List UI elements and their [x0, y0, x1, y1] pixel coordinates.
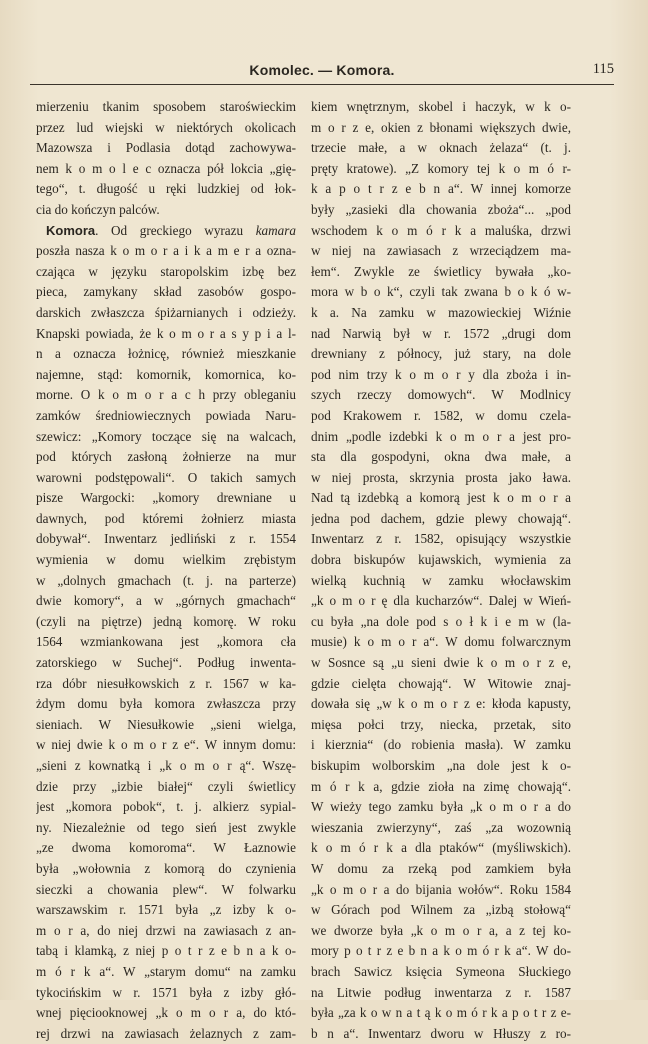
text-line: była „wołownia z komorą do czynienia	[36, 860, 296, 876]
text-line: b n a“. Inwentarz dworu w Hłuszy z ro-	[311, 1025, 571, 1041]
text-line: Mazowsza i Podlasia dotąd zachowywa-	[36, 140, 296, 156]
text-line: była „za k o w n a t ą k o m ó r k a p o t r z e-	[311, 1005, 571, 1021]
text-line: n a oznacza łożnicę, również mieszkanie	[36, 346, 296, 362]
text-line: pod Krakowem r. 1582, w domu czela-	[311, 407, 571, 423]
italic-term: kamara	[255, 222, 296, 238]
text-line: m ó r k a“. W „starym domu“ na zamku	[36, 963, 296, 979]
text-line: jedna pod dachem, gdzie plewy chowają“.	[311, 510, 571, 526]
text-line: ny. Niezależnie od tego sień jest zwykle	[36, 819, 296, 835]
text-line: mora w b o k“, czyli tak zwana b o k ó w-	[311, 284, 571, 300]
text-line: dowała się „w k o m o r z e: kłoda kapusty,	[311, 696, 571, 712]
text-line: W wieży tego zamku była „k o m o r a do	[311, 799, 571, 815]
text-line: w niej dwie k o m o r z e“. W innym domu:	[36, 737, 296, 753]
text-line: m o r z e, okien z błonami większych dwie,	[311, 119, 571, 135]
text-line: pod nim trzy k o m o r y dla zboża i in-	[311, 366, 571, 382]
text-line: m ó r k a, gdzie zioła na zimę chowają“.	[311, 778, 571, 794]
text-line: „k o m o r ę dla kucharzów“. Dalej w Wień-	[311, 593, 571, 609]
text-line: kiem wnętrznym, skobel i haczyk, w k o-	[311, 99, 571, 114]
text-line: Knapski powiada, że k o m o r a s y p i a l-	[36, 325, 296, 341]
text-line: mięsa połci trzy, niecka, przetak, sito	[311, 716, 571, 732]
text-line: zatorskiego w Suchej“. Podług inwenta-	[36, 655, 296, 671]
text-line: sta dla gospodyni, okna dwa małe, a	[311, 449, 571, 465]
text-line: nem k o m o l e c oznacza pół lokcia „gię-	[36, 160, 296, 176]
text-line: żdym domu była komora zwłaszcza przy	[36, 696, 296, 712]
text-line: warowni podstępowali“. O takich samych	[36, 469, 296, 485]
text-line: dwie komory“, a w „górnych gmachach“	[36, 593, 296, 609]
text-line: pisze Wargocki: „komory drewniane u	[36, 490, 296, 506]
entry-text: . Od greckiego wyrazu	[95, 222, 256, 238]
text-line: k o m ó r k a dla ptaków“ (myśliwskich).	[311, 840, 571, 856]
text-line: we dworze była „k o m o r a, a z tej ko-	[311, 922, 571, 938]
text-line: zamków średniowiecznych powiada Naru-	[36, 407, 296, 423]
text-line: pieca, zamykany skład zasobów gospo-	[36, 284, 296, 300]
text-line: trzecie małe, a w oknach żelaza“ (t. j.	[311, 140, 571, 156]
text-line: Nad tą izdebką a komorą jest k o m o r a	[311, 490, 571, 506]
text-line: brach Sawicz księcia Symeona Słuckiego	[311, 963, 571, 979]
text-line: warszawskim r. 1571 była „z izby k o-	[36, 902, 296, 918]
text-line: mierzeniu tkanim sposobem staroświeckim	[36, 99, 296, 114]
left-text-column	[36, 97, 296, 1044]
text-line: pod których zasłoną żołnierze na mur	[36, 449, 296, 465]
text-line: sieniach. W Niesułkowie „sieni wielga,	[36, 716, 296, 732]
text-line: W domu za rzeką pod zamkiem była	[311, 860, 571, 876]
text-line: poszła nasza k o m o r a i k a m e r a ozna-	[36, 243, 296, 259]
text-line: w Górach pod Wilnem za „izbą stołową“	[311, 902, 571, 918]
text-line: szych rzeczy domowych“. W Modlnicy	[311, 387, 571, 403]
text-line: drewniany z północy, już stary, na dole	[311, 346, 571, 362]
text-line: musie) k o m o r a“. W domu folwarcznym	[311, 634, 571, 650]
text-line: na Litwie podług inwentarza z r. 1587	[311, 984, 571, 1000]
text-line: wnej pięciooknowej „k o m o r a, do któ-	[36, 1005, 296, 1021]
text-line: morne. O k o m o r a c h przy obleganiu	[36, 387, 296, 403]
text-line: cu była „na dole pod s o ł k i e m w (la-	[311, 613, 571, 629]
text-line: przez lud wiejski w niektórych okolicach	[36, 119, 296, 135]
page-header	[30, 58, 614, 85]
text-line: łem“. Zwykle ze świetlicy bywała „ko-	[311, 263, 571, 279]
text-line: „sieni z kownatką i „k o m o r ą“. Wszę-	[36, 758, 296, 773]
text-line: dzie przy „izbie białej“ czyli świetlicy	[36, 778, 296, 794]
text-line: najemne, stąd: komornik, komornica, ko-	[36, 366, 296, 382]
text-line: wielką kuchnią w zamku włocławskim	[311, 572, 571, 588]
right-text-column	[311, 97, 571, 1044]
text-line: „ze dwoma komoroma“. W Łaznowie	[36, 840, 296, 856]
text-line: w „dolnych gmachach (t. j. na parterze)	[36, 572, 296, 588]
text-line: k a. Na zamku w mazowieckiej Wiźnie	[311, 304, 571, 320]
text-line: szewicz: „Komory toczące się na walcach,	[36, 428, 296, 444]
text-line: nad Narwią był w r. 1572 „drugi dom	[311, 325, 571, 341]
text-line: m o r a, do niej drzwi na zawiasach z an-	[36, 922, 296, 938]
text-line: i kierznia“ (do robienia masła). W zamku	[311, 737, 571, 753]
running-title: Komolec. — Komora.	[249, 62, 395, 78]
text-line: w niej prosta, skrzynia prosta jako ława.	[311, 469, 571, 485]
text-line: jest „komora pobok“, t. j. alkierz sypial-	[36, 799, 296, 815]
text-line: cia do kończyn palców.	[36, 201, 160, 217]
text-line: wymienia w domu wielkim zrębistym	[36, 552, 296, 568]
text-line: gdzie cielęta chowają“. W Witowie znaj-	[311, 675, 571, 691]
text-line: mory p o t r z e b n a k o m ó r k a“. W do-	[311, 943, 571, 959]
text-line: dobywał“. Inwentarz jedliński z r. 1554	[36, 531, 296, 547]
text-line: (czyli na piętrze) jedną komorę. W roku	[36, 613, 296, 629]
text-line: k a p o t r z e b n a“. W innej komorze	[311, 181, 571, 197]
text-line: w niej na zawiasach z wrzeciądzem ma-	[311, 243, 571, 259]
text-line: darskich zwłaszcza śpiżarnianych i odzieży.	[36, 304, 296, 320]
text-line: dnim „podle izdebki k o m o r a jest pro-	[311, 428, 571, 444]
text-line: tykocińskim w r. 1571 była z izby głó-	[36, 984, 296, 1000]
text-line: „k o m o r a do bijania wołów“. Roku 1584	[311, 881, 571, 897]
text-line: rza dóbr niesułkowskich z r. 1567 w ka-	[36, 675, 296, 691]
entry-headword: Komora	[46, 222, 96, 238]
text-line: sieczki a chowania plew“. W folwarku	[36, 881, 296, 897]
text-line	[36, 221, 296, 242]
text-line: czająca w języku staropolskim izbę bez	[36, 263, 296, 279]
text-line: tabą i klamką, z niej p o t r z e b n a k o-	[36, 943, 296, 959]
text-line: rej drzwi na zawiasach żelaznych z zam-	[36, 1025, 296, 1041]
text-line: wschodem k o m ó r k a maluśka, drzwi	[311, 222, 571, 238]
text-line: wieszania zwierzyny“, zaś „za wozownią	[311, 819, 571, 835]
text-line: tego“, t. długość u ręki ludzkiej od łok-	[36, 181, 296, 197]
text-line: były „zasieki dla chowania zboża“... „pod	[311, 201, 571, 217]
text-line: Inwentarz z r. 1582, opisujący wszystkie	[311, 531, 571, 547]
text-line: w Sosnce są „u sieni dwie k o m o r z e,	[311, 655, 571, 671]
text-line: dobra biskupów kujawskich, wymienia za	[311, 552, 571, 568]
text-line: dawnych, pod któremi żołnierz miasta	[36, 510, 296, 526]
text-line: pręty kratowe). „Z komory tej k o m ó r-	[311, 160, 571, 176]
page-number: 115	[592, 61, 614, 77]
text-line: biskupim wolborskim „na dole jest k o-	[311, 758, 571, 773]
text-line: 1564 wzmiankowana jest „komora cła	[36, 634, 296, 650]
